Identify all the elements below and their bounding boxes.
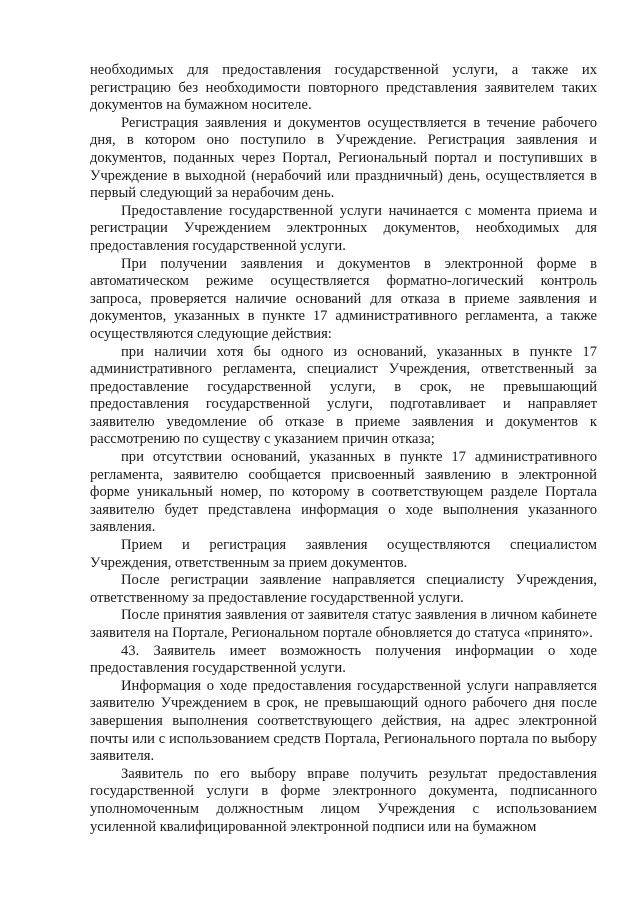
paragraph-progress-info: Информация о ходе предоставления государственной услуги направляется заявителю Учреждением в срок, не превышающий одного рабочего дня после завершения выполнения соответствующего действия, на адрес электронной почты или с использованием средств Портала, Регионального портала по выбору заявителя. <box>90 677 597 765</box>
paragraph-registration-timing: Регистрация заявления и документов осуществляется в течение рабочего дня, в котором оно поступило в Учреждение. Регистрация заявления и документов, поданных через Портал, Региональный портал и поступивших в Учреждение в выходной (нерабочий или праздничный) день, осуществляется в первый следующий за нерабочим день. <box>90 114 597 202</box>
paragraph-reception: Прием и регистрация заявления осуществляются специалистом Учреждения, ответственным за прием документов. <box>90 537 597 571</box>
paragraph-service-start: Предоставление государственной услуги начинается с момента приема и регистрации Учреждением электронных документов, необходимых для предоставления государственной услуги. <box>90 202 597 254</box>
paragraph-continuation: необходимых для предоставления государственной услуги, а также их регистрацию без необходимости повторного представления заявителем таких документов на бумажном носителе. <box>90 62 597 114</box>
paragraph-no-grounds: при отсутствии оснований, указанных в пункте 17 административного регламента, заявителю сообщается присвоенный заявлению в электронной форме уникальный номер, по которому в соответствующем разделе Портала заявителю будет представлена информация о ходе выполнения указанного заявления. <box>90 449 597 536</box>
paragraph-refusal-grounds: при наличии хотя бы одного из оснований, указанных в пункте 17 административного регламента, специалист Учреждения, ответственный за предоставление государственной услуги, в срок, не превышающий предоставления государственной услуги, подготавливает и направляет заявителю уведомление об отказе в приеме заявления и документов к рассмотрению по существу с указанием причин отказа; <box>90 343 597 448</box>
paragraph-format-control: При получении заявления и документов в электронной форме в автоматическом режиме осуществляется форматно-логический контроль запроса, проверяется наличие оснований для отказа в приеме заявления и документов, указанных в пункте 17 административного регламента, а также осуществляются следующие действия: <box>90 255 597 342</box>
paragraph-item-43: 43. Заявитель имеет возможность получения информации о ходе предоставления государственной услуги. <box>90 642 597 677</box>
paragraph-forwarding: После регистрации заявление направляется специалисту Учреждения, ответственному за предоставление государственной услуги. <box>90 572 597 606</box>
paragraph-result-choice: Заявитель по его выбору вправе получить результат предоставления государственной услуги в форме электронного документа, подписанного уполномоченным должностным лицом Учреждения с использованием усиленной квалифицированной электронной подписи или на бумажном <box>90 765 597 835</box>
document-page <box>90 62 597 836</box>
paragraph-status-update: После принятия заявления от заявителя статус заявления в личном кабинете заявителя на Портале, Региональном портале обновляется до статуса «принято». <box>90 607 597 641</box>
